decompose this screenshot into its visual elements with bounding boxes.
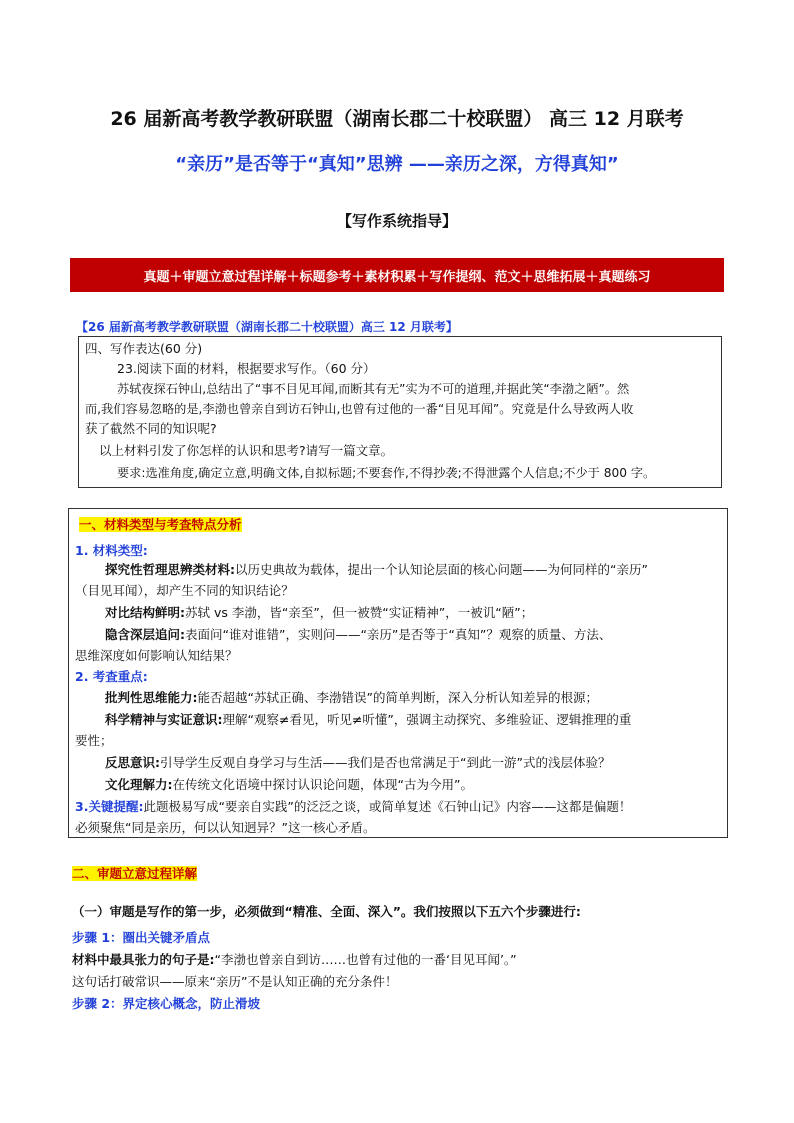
analysis-text: 以历史典故为载体，提出一个认知论层面的核心问题——为何同样的“亲历” xyxy=(235,562,648,577)
analysis-term: 文化理解力: xyxy=(105,777,173,792)
analysis-box xyxy=(68,508,728,838)
analysis-term: 科学精神与实证意识: xyxy=(105,712,223,727)
analysis-subheading: 3.关键提醒: xyxy=(75,799,144,814)
question-requirements: 要求:选准角度,确定立意,明确文体,自拟标题;不要套作,不得抄袭;不得泄露个人信息;不少于 800 字。 xyxy=(117,466,656,480)
document-title: 26 届新高考教学教研联盟（湖南长郡二十校联盟） 高三 12 月联考 xyxy=(110,108,684,130)
step-term: 材料中最具张力的句子是: xyxy=(72,952,215,967)
analysis-term: 探究性哲理思辨类材料: xyxy=(105,562,235,577)
analysis-text: 能否超越“苏轼正确、李渤错误”的简单判断，深入分析认知差异的根源； xyxy=(197,690,598,705)
analysis-subheading: 2. 考查重点: xyxy=(75,669,148,684)
analysis-text: （目见耳闻），却产生不同的知识结论？ xyxy=(75,583,294,598)
question-text: 获了截然不同的知识呢? xyxy=(85,421,217,436)
step-heading: 步骤 2：界定核心概念，防止滑坡 xyxy=(72,996,261,1011)
analysis-term: 隐含深层追问: xyxy=(105,627,185,642)
analysis-subheading: 1. 材料类型: xyxy=(75,543,148,558)
analysis-term: 对比结构鲜明: xyxy=(105,605,185,620)
question-prompt: 23.阅读下面的材料，根据要求写作。（60 分） xyxy=(117,361,376,376)
document-subtitle: “亲历”是否等于“真知”思辨 ——亲历之深，方得真知” xyxy=(175,154,619,175)
analysis-text: 苏轼 vs 李渤，皆“亲至”，但一被赞“实证精神”，一被讥“陋”； xyxy=(185,605,534,620)
content-banner xyxy=(70,258,724,292)
analysis-text: 理解“观察≠看见，听见≠听懂”，强调主动探究、多维验证、逻辑推理的重 xyxy=(222,712,632,727)
analysis-term: 批判性思维能力: xyxy=(105,690,198,705)
step-heading: 步骤 1：圈出关键矛盾点 xyxy=(72,930,211,945)
question-section: 四、写作表达(60 分) xyxy=(85,341,203,356)
process-heading: 二、审题立意过程详解 xyxy=(72,866,198,881)
analysis-text: 在传统文化语境中探讨认识论问题，体现“古为今用”。 xyxy=(172,777,473,792)
exam-source: 【26 届新高考教学教研联盟（湖南长郡二十校联盟）高三 12 月联考】 xyxy=(76,320,458,334)
question-text: 以上材料引发了你怎样的认识和思考?请写一篇文章。 xyxy=(99,443,394,458)
analysis-text: 此题极易写成“要亲自实践”的泛泛之谈，或简单复述《石钟山记》内容——这都是偏题！ xyxy=(143,799,632,814)
analysis-text: 必须聚焦“同是亲历，何以认知迥异？”这一核心矛盾。 xyxy=(75,820,376,835)
analysis-heading: 一、材料类型与考查特点分析 xyxy=(79,517,242,532)
question-box xyxy=(78,336,722,488)
analysis-text: 表面问“谁对谁错”，实则问——“亲历”是否等于“真知”？观察的质量、方法、 xyxy=(185,627,612,642)
content-banner-text: 真题＋审题立意过程详解＋标题参考＋素材积累＋写作提纲、范文＋思维拓展＋真题练习 xyxy=(143,269,651,285)
step-text: 这句话打破常识——原来“亲历”不是认知正确的充分条件！ xyxy=(72,974,398,989)
analysis-text: 要性； xyxy=(75,733,113,748)
analysis-text: 思维深度如何影响认知结果？ xyxy=(75,648,238,663)
process-intro: （一）审题是写作的第一步，必须做到“精准、全面、深入”。我们按照以下五六个步骤进行: xyxy=(72,904,581,919)
question-text: 而,我们容易忽略的是,李渤也曾亲自到访石钟山,也曾有过他的一番“目见耳闻”。究竟是什么导致两人收 xyxy=(85,402,634,416)
analysis-term: 反思意识: xyxy=(105,755,160,770)
step-text: “李渤也曾亲自到访……也曾有过他的一番‘目见耳闻’。” xyxy=(214,952,517,967)
guide-heading: 【写作系统指导】 xyxy=(336,212,457,230)
analysis-text: 引导学生反观自身学习与生活——我们是否也常满足于“到此一游”式的浅层体验？ xyxy=(160,755,611,770)
question-text: 苏轼夜探石钟山,总结出了“事不目见耳闻,而断其有无”实为不可的道理,并据此笑“李渤之陋”。然 xyxy=(117,382,630,396)
